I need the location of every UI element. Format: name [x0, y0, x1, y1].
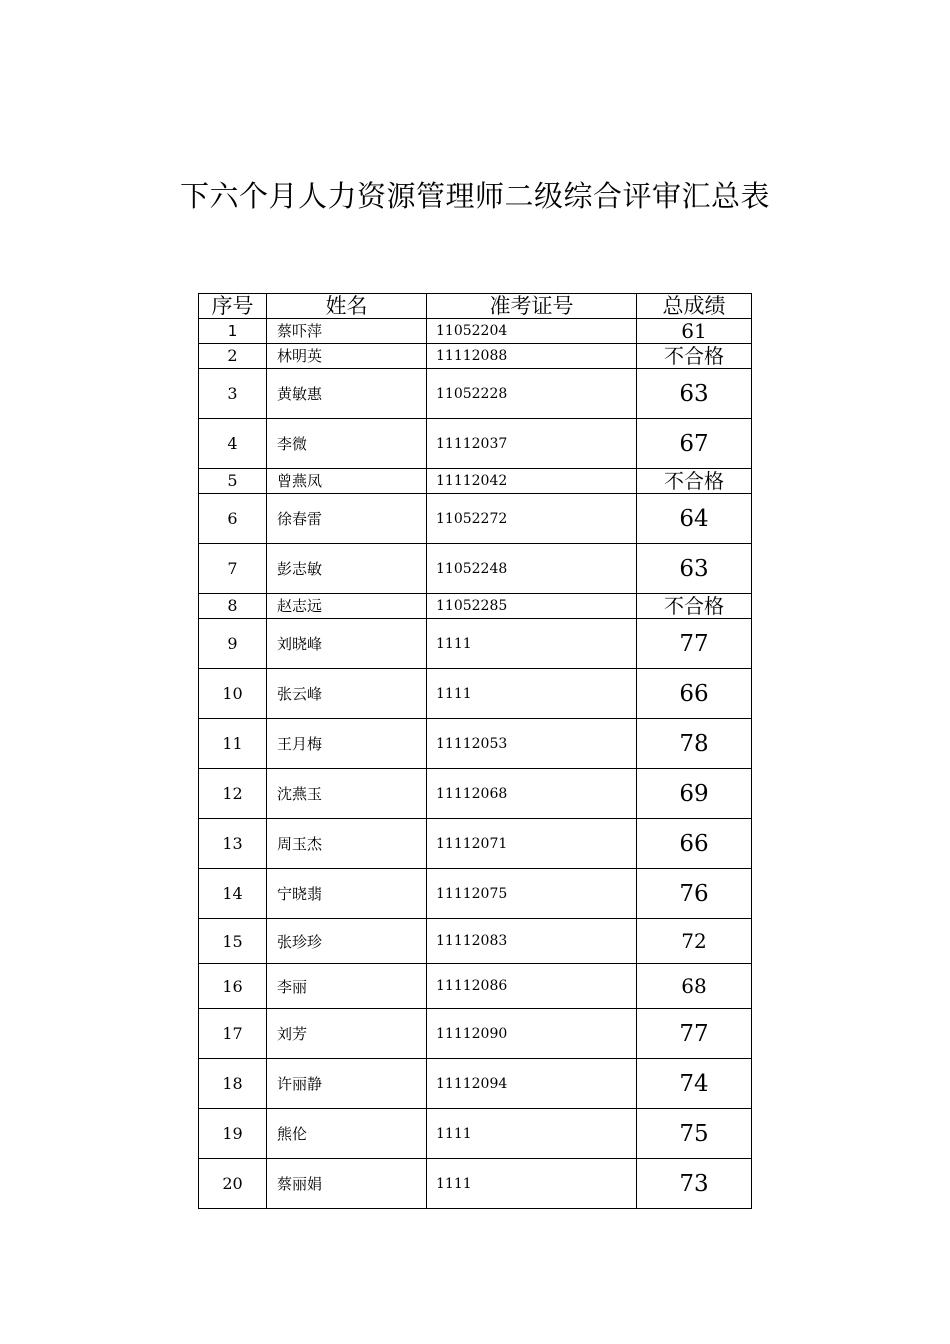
- table-row: [199, 1059, 752, 1109]
- cell-index: 18: [199, 1059, 267, 1109]
- cell-index: 4: [199, 419, 267, 469]
- cell-name: 曾燕凤: [267, 469, 427, 494]
- cell-exam-id: 1111: [427, 1159, 637, 1209]
- table-row: [199, 469, 752, 494]
- cell-score: 78: [637, 719, 752, 769]
- score-summary-table: [198, 293, 752, 1209]
- cell-index: 2: [199, 344, 267, 369]
- cell-name: 熊伦: [267, 1109, 427, 1159]
- header-name: 姓名: [267, 294, 427, 319]
- table-row: [199, 344, 752, 369]
- cell-index: 3: [199, 369, 267, 419]
- cell-name: 张云峰: [267, 669, 427, 719]
- cell-name: 蔡丽娟: [267, 1159, 427, 1209]
- table-row: [199, 819, 752, 869]
- cell-score: 69: [637, 769, 752, 819]
- cell-name: 李丽: [267, 964, 427, 1009]
- cell-exam-id: 11112083: [427, 919, 637, 964]
- cell-name: 周玉杰: [267, 819, 427, 869]
- cell-exam-id: 11052248: [427, 544, 637, 594]
- table-row: [199, 1109, 752, 1159]
- cell-exam-id: 1111: [427, 669, 637, 719]
- table-row: [199, 319, 752, 344]
- table-row: [199, 869, 752, 919]
- cell-index: 14: [199, 869, 267, 919]
- cell-index: 8: [199, 594, 267, 619]
- cell-index: 12: [199, 769, 267, 819]
- table-row: [199, 419, 752, 469]
- table-row: [199, 1159, 752, 1209]
- cell-score: 不合格: [637, 344, 752, 369]
- header-total-score: 总成绩: [637, 294, 752, 319]
- cell-name: 徐春雷: [267, 494, 427, 544]
- cell-exam-id: 1111: [427, 1109, 637, 1159]
- cell-index: 11: [199, 719, 267, 769]
- cell-exam-id: 1111: [427, 619, 637, 669]
- cell-name: 赵志远: [267, 594, 427, 619]
- header-exam-id: 准考证号: [427, 294, 637, 319]
- cell-score: 77: [637, 1009, 752, 1059]
- cell-name: 林明英: [267, 344, 427, 369]
- cell-exam-id: 11112068: [427, 769, 637, 819]
- cell-index: 5: [199, 469, 267, 494]
- cell-name: 张珍珍: [267, 919, 427, 964]
- cell-score: 73: [637, 1159, 752, 1209]
- table-row: [199, 1009, 752, 1059]
- cell-score: 74: [637, 1059, 752, 1109]
- cell-index: 16: [199, 964, 267, 1009]
- cell-index: 17: [199, 1009, 267, 1059]
- cell-exam-id: 11052228: [427, 369, 637, 419]
- cell-score: 67: [637, 419, 752, 469]
- cell-exam-id: 11052272: [427, 494, 637, 544]
- cell-exam-id: 11112090: [427, 1009, 637, 1059]
- cell-name: 沈燕玉: [267, 769, 427, 819]
- cell-name: 李微: [267, 419, 427, 469]
- cell-score: 不合格: [637, 594, 752, 619]
- cell-score: 66: [637, 669, 752, 719]
- cell-exam-id: 11112088: [427, 344, 637, 369]
- cell-index: 6: [199, 494, 267, 544]
- cell-score: 75: [637, 1109, 752, 1159]
- cell-exam-id: 11052204: [427, 319, 637, 344]
- table-row: [199, 544, 752, 594]
- cell-score: 63: [637, 544, 752, 594]
- document-title: 下六个月人力资源管理师二级综合评审汇总表: [179, 179, 770, 213]
- table-row: [199, 619, 752, 669]
- cell-name: 王月梅: [267, 719, 427, 769]
- cell-name: 刘晓峰: [267, 619, 427, 669]
- cell-index: 13: [199, 819, 267, 869]
- cell-exam-id: 11112075: [427, 869, 637, 919]
- cell-exam-id: 11112042: [427, 469, 637, 494]
- cell-exam-id: 11112071: [427, 819, 637, 869]
- cell-score: 66: [637, 819, 752, 869]
- table-row: [199, 719, 752, 769]
- cell-exam-id: 11112086: [427, 964, 637, 1009]
- table-row: [199, 369, 752, 419]
- cell-index: 20: [199, 1159, 267, 1209]
- table-row: [199, 769, 752, 819]
- cell-index: 9: [199, 619, 267, 669]
- cell-score: 76: [637, 869, 752, 919]
- header-index: 序号: [199, 294, 267, 319]
- cell-score: 61: [637, 319, 752, 344]
- cell-name: 黄敏惠: [267, 369, 427, 419]
- cell-exam-id: 11112053: [427, 719, 637, 769]
- cell-score: 77: [637, 619, 752, 669]
- cell-score: 不合格: [637, 469, 752, 494]
- cell-exam-id: 11112094: [427, 1059, 637, 1109]
- cell-name: 许丽静: [267, 1059, 427, 1109]
- cell-index: 1: [199, 319, 267, 344]
- cell-name: 宁晓翡: [267, 869, 427, 919]
- cell-score: 72: [637, 919, 752, 964]
- cell-score: 63: [637, 369, 752, 419]
- table-row: [199, 919, 752, 964]
- cell-exam-id: 11112037: [427, 419, 637, 469]
- cell-index: 15: [199, 919, 267, 964]
- cell-index: 10: [199, 669, 267, 719]
- cell-score: 64: [637, 494, 752, 544]
- table-row: [199, 594, 752, 619]
- table-row: [199, 964, 752, 1009]
- table-row: [199, 669, 752, 719]
- cell-exam-id: 11052285: [427, 594, 637, 619]
- cell-index: 7: [199, 544, 267, 594]
- cell-name: 蔡吓萍: [267, 319, 427, 344]
- table-row: [199, 494, 752, 544]
- cell-name: 刘芳: [267, 1009, 427, 1059]
- cell-score: 68: [637, 964, 752, 1009]
- cell-index: 19: [199, 1109, 267, 1159]
- cell-name: 彭志敏: [267, 544, 427, 594]
- table-header-row: [199, 294, 752, 319]
